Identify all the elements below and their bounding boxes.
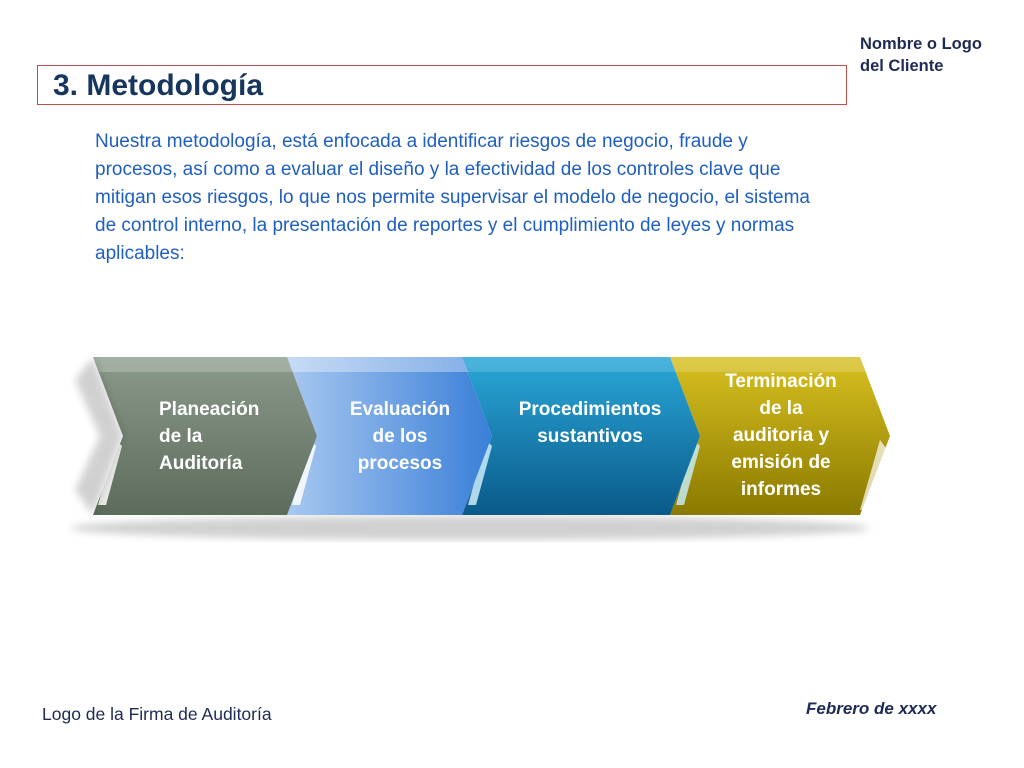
process-step-4-line-4: emisión de xyxy=(731,452,831,473)
footer-date: Febrero de xxxx xyxy=(806,699,937,718)
process-step-1-label xyxy=(159,396,259,477)
process-step-2-line-3: procesos xyxy=(357,453,443,474)
process-step-1-line-3: Auditoría xyxy=(159,453,243,474)
page-title: 3. Metodología xyxy=(53,69,263,102)
process-step-1-line-2: de la xyxy=(159,426,203,447)
process-step-1-line-1: Planeación xyxy=(159,399,260,420)
process-step-2-line-2: de los xyxy=(372,426,428,447)
client-logo-line-2: del Cliente xyxy=(860,57,944,75)
process-step-4-label xyxy=(700,368,862,503)
process-step-3-label xyxy=(495,396,685,450)
process-step-2-label xyxy=(330,396,470,477)
client-logo-line-1: Nombre o Logo xyxy=(860,35,982,53)
intro-paragraph: Nuestra metodología, está enfocada a identificar riesgos de negocio, fraude y procesos, así como a evaluar el diseño y la efectividad de los controles clave que mitigan esos riesgos, lo que nos permite supervisar el modelo de negocio, el sistema de control interno, la presentación de reportes y el cumplimiento de leyes y normas aplicables: xyxy=(95,131,810,264)
process-step-4-line-3: auditoria y xyxy=(732,425,830,446)
process-step-4-line-2: de la xyxy=(759,398,803,419)
process-step-4-line-1: Terminación xyxy=(725,371,837,392)
firm-logo-placeholder: Logo de la Firma de Auditoría xyxy=(42,704,272,724)
process-step-2-line-1: Evaluación xyxy=(349,399,451,420)
process-step-4-line-5: informes xyxy=(740,479,822,500)
process-step-3-line-2: sustantivos xyxy=(537,426,643,447)
process-step-3-line-1: Procedimientos xyxy=(518,399,662,420)
